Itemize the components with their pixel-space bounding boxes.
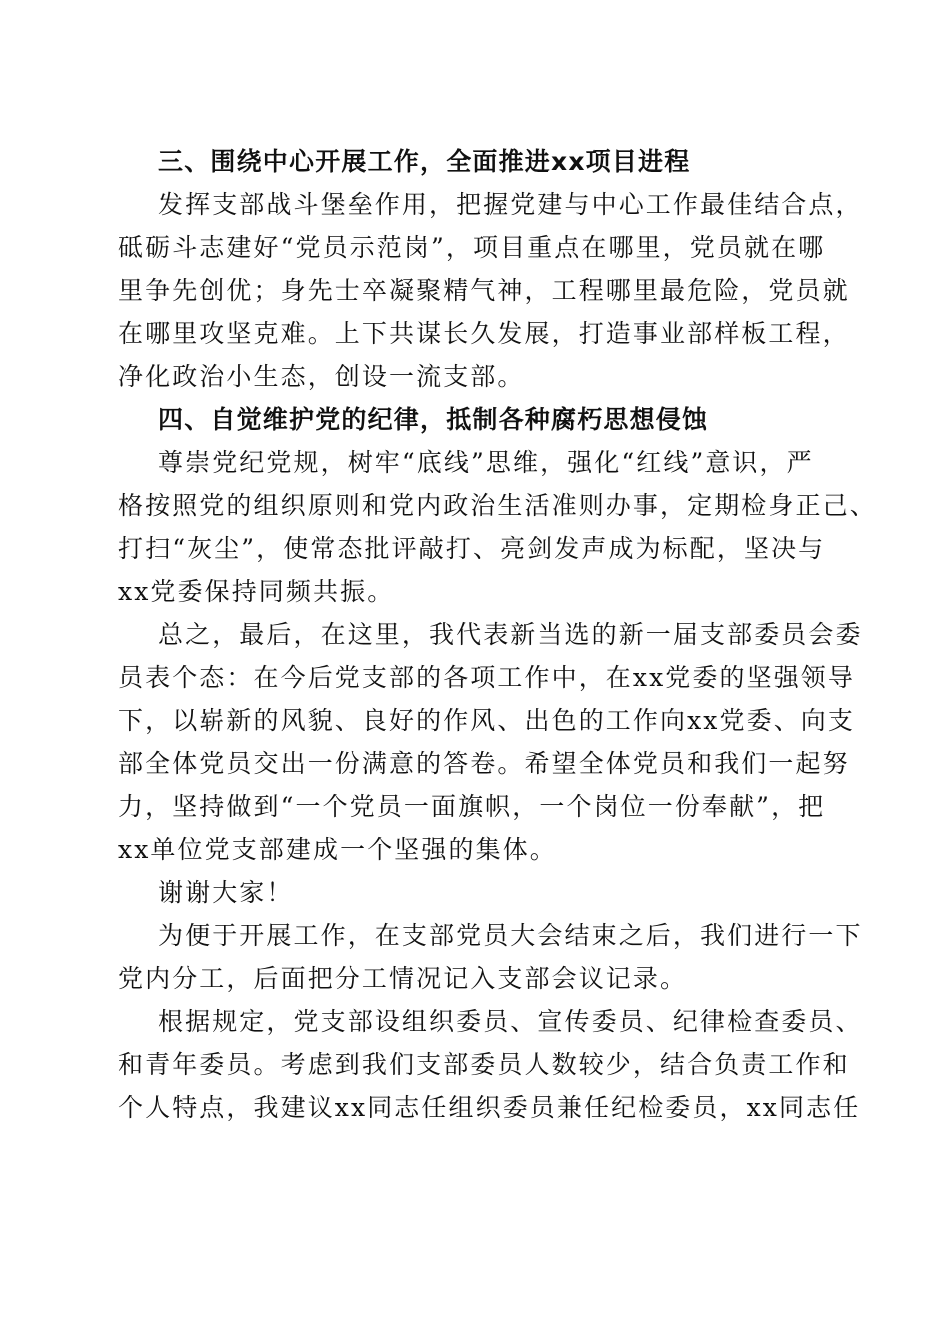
paragraph-line: 个人特点，我建议xx同志任组织委员兼任纪检委员，xx同志任 <box>118 1093 861 1122</box>
paragraph-line: 尊崇党纪党规，树牢“底线”思维，强化“红线”意识，严 <box>158 448 814 477</box>
paragraph-line: xx单位党支部建成一个坚强的集体。 <box>118 835 557 864</box>
paragraph-line: 员表个态：在今后党支部的各项工作中，在xx党委的坚强领导 <box>118 663 856 692</box>
paragraph-line: 部全体党员交出一份满意的答卷。希望全体党员和我们一起努 <box>118 749 850 778</box>
document-body <box>118 140 877 1129</box>
paragraph-committee-assignments <box>118 1000 863 1129</box>
paragraph-party-discipline <box>118 441 877 613</box>
paragraph-line: 打扫“灰尘”，使常态批评敲打、亮剑发声成为标配，坚决与 <box>118 534 826 563</box>
paragraph-division-of-work <box>118 914 863 1000</box>
paragraph-line: 党内分工，后面把分工情况记入支部会议记录。 <box>118 964 688 993</box>
paragraph-line: 和青年委员。考虑到我们支部委员人数较少，结合负责工作和 <box>118 1050 850 1079</box>
paragraph-line: 力，坚持做到“一个党员一面旗帜，一个岗位一份奉献”，把 <box>118 792 826 821</box>
paragraph-party-branch-role <box>118 183 863 398</box>
paragraph-line: 发挥支部战斗堡垒作用，把握党建与中心工作最佳结合点， <box>158 190 863 219</box>
paragraph-line: 谢谢大家！ <box>158 878 294 907</box>
section-heading-4: 四、自觉维护党的纪律，抵制各种腐朽思想侵蚀 <box>158 405 709 434</box>
paragraph-line: 砥砺斗志建好“党员示范岗”，项目重点在哪里，党员就在哪 <box>118 233 826 262</box>
paragraph-line: 为便于开展工作，在支部党员大会结束之后，我们进行一下 <box>158 921 863 950</box>
paragraph-line: 在哪里攻坚克难。上下共谋长久发展，打造事业部样板工程， <box>118 319 850 348</box>
paragraph-summary-pledge <box>118 613 863 871</box>
paragraph-line: xx党委保持同频共振。 <box>118 577 395 606</box>
paragraph-line: 下，以崭新的风貌、良好的作风、出色的工作向xx党委、向支 <box>118 706 856 735</box>
paragraph-line: 里争先创优；身先士卒凝聚精气神，工程哪里最危险，党员就 <box>118 276 850 305</box>
paragraph-line: 根据规定，党支部设组织委员、宣传委员、纪律检查委员、 <box>158 1007 863 1036</box>
paragraph-line: 格按照党的组织原则和党内政治生活准则办事，定期检身正己、 <box>118 491 877 520</box>
section-heading-3: 三、围绕中心开展工作，全面推进xx项目进程 <box>158 147 691 176</box>
paragraph-thanks <box>118 871 830 914</box>
paragraph-line: 净化政治小生态，创设一流支部。 <box>118 362 525 391</box>
paragraph-line: 总之，最后，在这里，我代表新当选的新一届支部委员会委 <box>158 620 863 649</box>
